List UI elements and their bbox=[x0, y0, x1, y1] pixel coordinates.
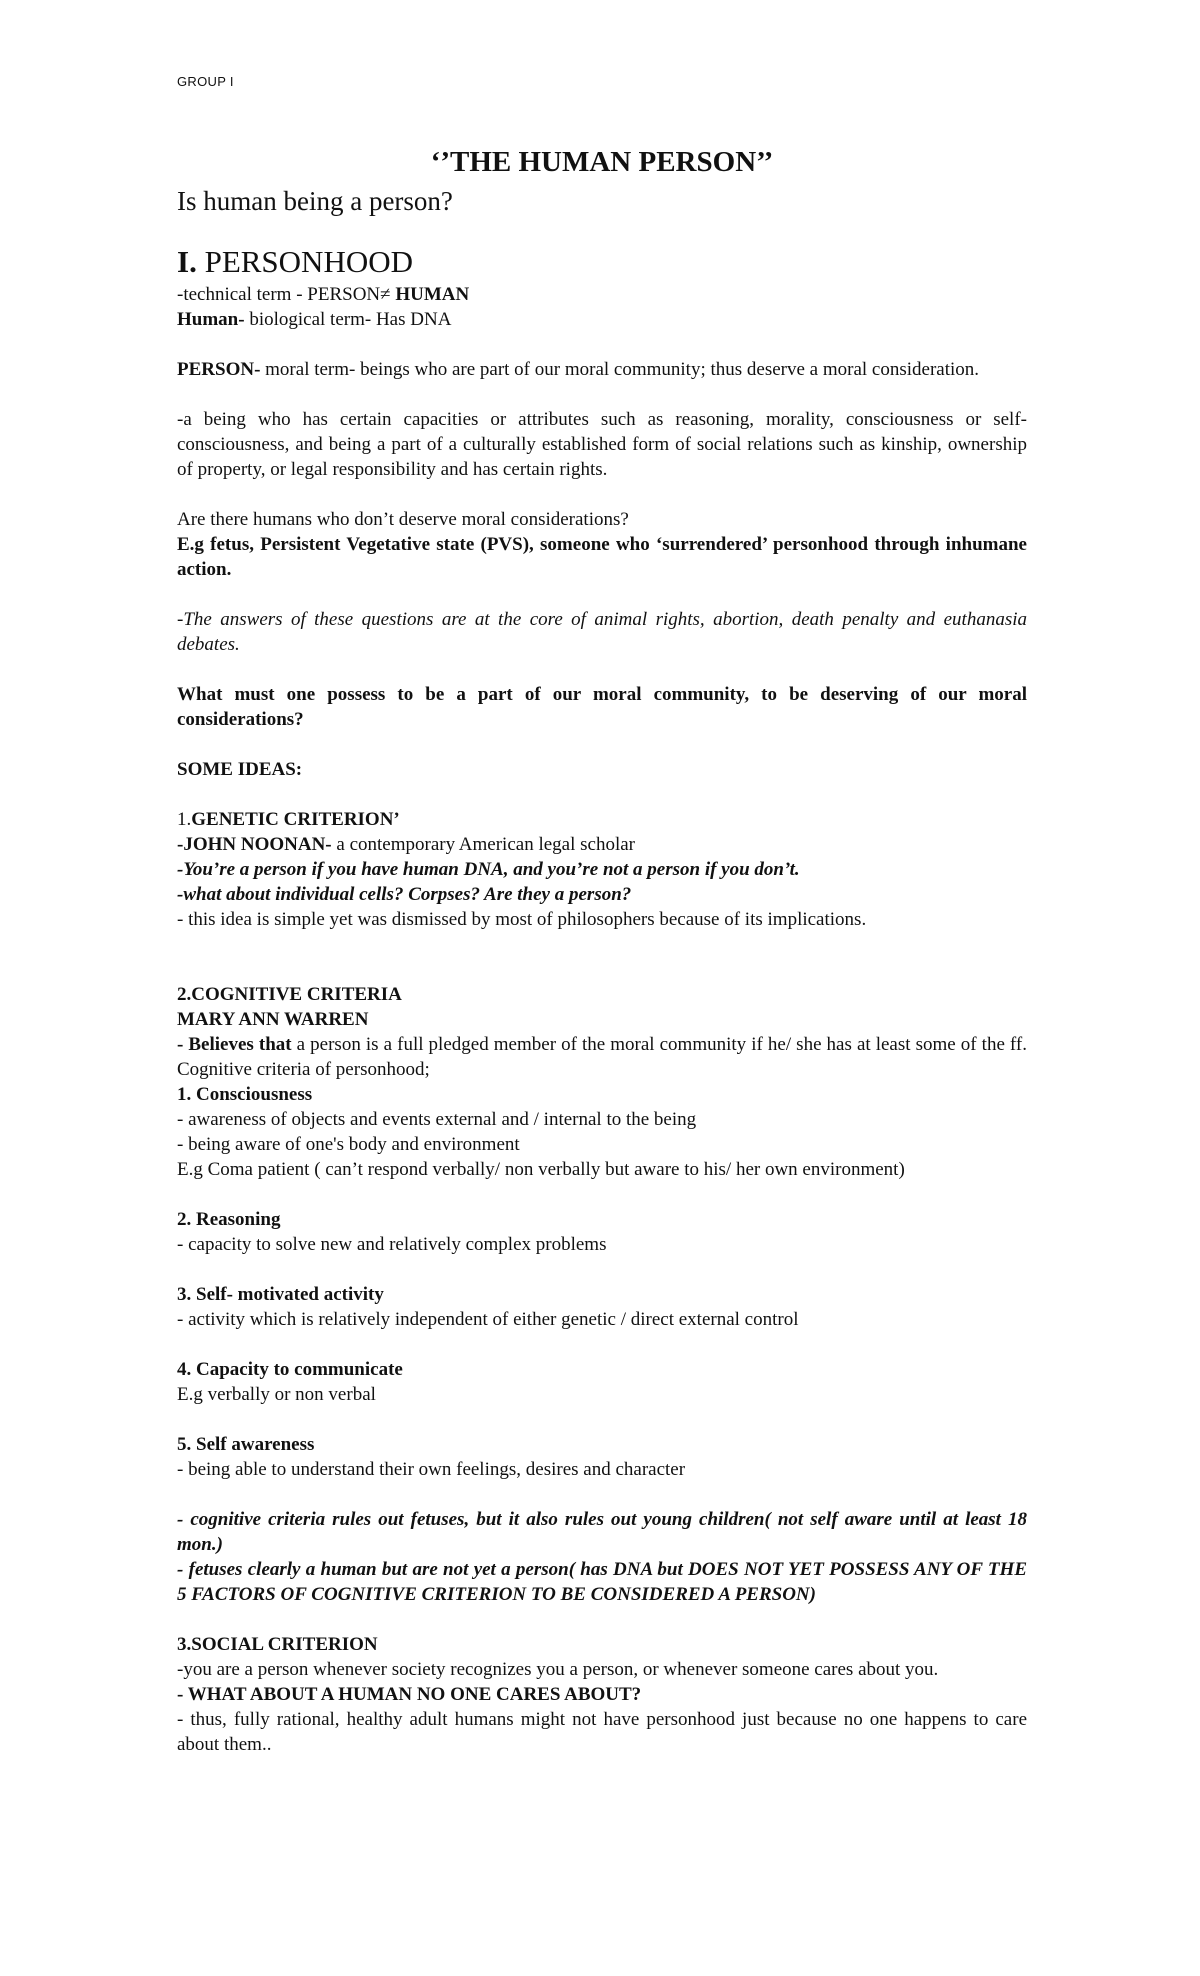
cognitive-heading: 2.COGNITIVE CRITERIA bbox=[177, 984, 402, 1005]
criterion-self-awareness-title: 5. Self awareness bbox=[177, 1434, 315, 1455]
community-question: What must one possess to be a part of our moral community, to be deserving of our moral considerations? bbox=[177, 684, 1027, 730]
technical-term-line bbox=[177, 282, 1027, 307]
genetic-heading bbox=[177, 807, 1027, 832]
document-subtitle: Is human being a person? bbox=[177, 186, 453, 216]
human-text: biological term- Has DNA bbox=[244, 309, 452, 330]
criterion-reasoning-line: - capacity to solve new and relatively complex problems bbox=[177, 1234, 607, 1255]
criterion-communicate-title: 4. Capacity to communicate bbox=[177, 1359, 403, 1380]
social-line-2: - WHAT ABOUT A HUMAN NO ONE CARES ABOUT? bbox=[177, 1684, 642, 1705]
document-body bbox=[177, 142, 1027, 1757]
technical-term-bold: HUMAN bbox=[395, 284, 470, 305]
human-definition bbox=[177, 307, 1027, 332]
genetic-heading-text: GENETIC CRITERION’ bbox=[191, 809, 400, 830]
person-text: moral term- beings who are part of our moral community; thus deserve a moral consideration. bbox=[260, 359, 980, 380]
criterion-communicate-line: E.g verbally or non verbal bbox=[177, 1384, 376, 1405]
criterion-self-motivated-line: - activity which is relatively independent of either genetic / direct external control bbox=[177, 1309, 799, 1330]
criterion-consciousness-line-1: - awareness of objects and events external and / internal to the being bbox=[177, 1109, 697, 1130]
technical-term-text: -technical term - PERSON≠ bbox=[177, 284, 396, 305]
section-heading-personhood bbox=[177, 242, 1027, 282]
noonan-text: a contemporary American legal scholar bbox=[331, 834, 635, 855]
genetic-num: 1. bbox=[177, 809, 192, 830]
noonan-line bbox=[177, 832, 1027, 857]
genetic-quote-2: -what about individual cells? Corpses? Are they a person? bbox=[177, 884, 632, 905]
cognitive-believes bbox=[177, 1032, 1027, 1082]
believes-label: - Believes that bbox=[177, 1034, 292, 1055]
criterion-self-motivated-title: 3. Self- motivated activity bbox=[177, 1284, 384, 1305]
criterion-consciousness-line-3: E.g Coma patient ( can’t respond verbally/ non verbally but aware to his/ her own environment) bbox=[177, 1159, 905, 1180]
believes-text: a person is a full pledged member of the moral community if he/ she has at least some of the ff. Cognitive criteria of personhood; bbox=[177, 1034, 1027, 1080]
section-numeral: I. bbox=[177, 244, 197, 279]
some-ideas-heading: SOME IDEAS: bbox=[177, 759, 303, 780]
person-label: PERSON- bbox=[177, 359, 261, 380]
human-label: Human- bbox=[177, 309, 245, 330]
being-definition: -a being who has certain capacities or attributes such as reasoning, morality, consciousness or self-consciousness, and being a part of a culturally established form of social relations such as kinship, ownership of property, or legal responsibility and has certain rights. bbox=[177, 409, 1027, 480]
document-title: ‘’THE HUMAN PERSON’’ bbox=[430, 146, 774, 178]
noonan-label: -JOHN NOONAN- bbox=[177, 834, 332, 855]
group-label: GROUP I bbox=[177, 74, 234, 89]
cognitive-note-2: - fetuses clearly a human but are not yet a person( has DNA but DOES NOT YET POSSESS ANY OF THE 5 FACTORS OF COGNITIVE CRITERION TO BE CONSIDERED A PERSON) bbox=[177, 1559, 1027, 1605]
social-line-3: - thus, fully rational, healthy adult humans might not have personhood just because no one happens to care about them.. bbox=[177, 1709, 1027, 1755]
criterion-consciousness-title: 1. Consciousness bbox=[177, 1084, 313, 1105]
cognitive-note-1: - cognitive criteria rules out fetuses, but it also rules out young children( not self aware until at least 18 mon.) bbox=[177, 1509, 1027, 1555]
criterion-consciousness-line-2: - being aware of one's body and environment bbox=[177, 1134, 520, 1155]
criterion-reasoning-title: 2. Reasoning bbox=[177, 1209, 281, 1230]
person-definition bbox=[177, 357, 1027, 382]
criterion-self-awareness-line: - being able to understand their own feelings, desires and character bbox=[177, 1459, 686, 1480]
cognitive-author: MARY ANN WARREN bbox=[177, 1009, 369, 1030]
section-heading-text: PERSONHOOD bbox=[196, 244, 413, 279]
genetic-note: - this idea is simple yet was dismissed by most of philosophers because of its implications. bbox=[177, 909, 867, 930]
moral-question: Are there humans who don’t deserve moral considerations? bbox=[177, 509, 629, 530]
moral-examples: E.g fetus, Persistent Vegetative state (PVS), someone who ‘surrendered’ personhood through inhumane action. bbox=[177, 534, 1027, 580]
genetic-quote-1: -You’re a person if you have human DNA, and you’re not a person if you don’t. bbox=[177, 859, 800, 880]
social-heading: 3.SOCIAL CRITERION bbox=[177, 1634, 378, 1655]
debate-note: -The answers of these questions are at the core of animal rights, abortion, death penalty and euthanasia debates. bbox=[177, 609, 1027, 655]
social-line-1: -you are a person whenever society recognizes you a person, or whenever someone cares about you. bbox=[177, 1659, 939, 1680]
